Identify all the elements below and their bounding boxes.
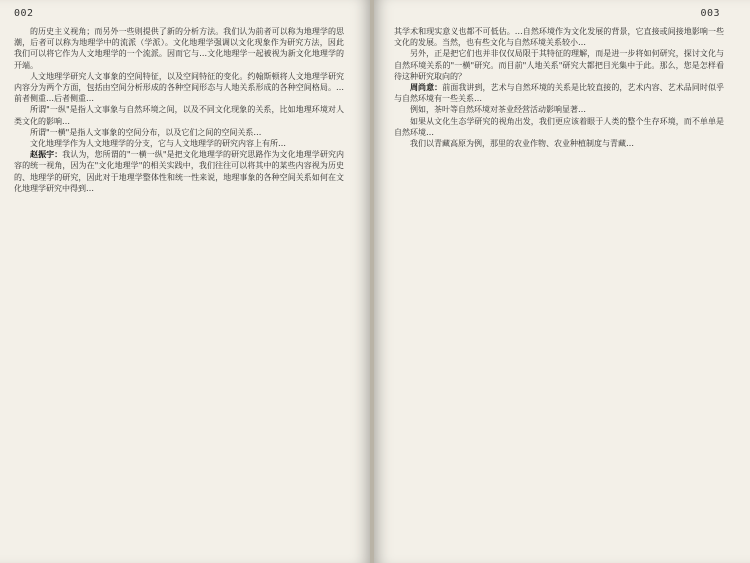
paragraph: 我们以青藏高原为例，那里的农业作物、农业种植制度与青藏… xyxy=(410,139,634,149)
left-page xyxy=(0,0,372,563)
paragraph: 所谓"一横"是指人文事象的空间分布，以及它们之间的空间关系… xyxy=(30,127,262,137)
page-number: 003 xyxy=(700,8,720,19)
dialogue-text: 前面我讲到，艺术与自然环境的关系是比较直接的，艺术内容、艺术品同时似乎与自然环境有一些关系… xyxy=(394,83,725,104)
book-gutter xyxy=(370,0,374,563)
speaker-name: 赵振宇： xyxy=(30,149,63,160)
paragraph: 其学术和现实意义也都不可低估。…自然环境作为文化发展的背景，它直接或间接地影响一些文化的发展。当然，也有些文化与自然环境关系较小… xyxy=(394,27,724,48)
paragraph: 的历史主义视角；而另外一些则提供了新的分析方法。我们认为前者可以称为地理学的思潮，后者可以称为地理学中的流派（学派）。文化地理学强调以文化现象作为研究方法，因此我们可以将它作为人文地理学的一个流派。因而它与…文化地理学一起被视为新文化地理学的开端。 xyxy=(14,27,344,70)
page-number: 002 xyxy=(14,8,34,19)
dialogue-text: 我认为，您所谓的"一横一纵"是把文化地理学的研究思路作为文化地理学研究内容的统一视角，因为在"文化地理学"的相关实践中，我们往往可以将其中的某些内容视为历史的、地理学的研究，因此对于地理学整体性和统一性来说，地理事象的各种空间关系如何在文化地理学研究中得到… xyxy=(14,150,345,193)
paragraph: 所谓"一纵"是指人文事象与自然环境之间，以及不同文化现象的关系，比如地理环境对人类文化的影响… xyxy=(14,105,344,126)
paragraph: 文化地理学作为人文地理学的分支，它与人文地理学的研究内容上有所… xyxy=(30,139,286,149)
paragraph: 如果从文化生态学研究的视角出发，我们更应该着眼于人类的整个生存环境，而不单单是自然环境… xyxy=(394,116,724,137)
paragraph: 人文地理学研究人文事象的空间特征，以及空间特征的变化。约翰斯顿将人文地理学研究内容分为两个方面，包括由空间分析形成的各种空间形态与人地关系形成的各种空间格局。…前者侧重…后者侧重… xyxy=(14,71,344,104)
page-body xyxy=(14,26,344,194)
dialogue-paragraph xyxy=(394,82,724,104)
speaker-name: 周尚意： xyxy=(410,82,443,93)
paragraph: 例如，茶叶等自然环境对茶业经营活动影响显著… xyxy=(410,105,586,115)
right-page xyxy=(372,0,750,563)
dialogue-paragraph xyxy=(14,149,344,194)
page-body xyxy=(394,26,724,149)
paragraph: 另外，正是把它们也并非仅仅局限于其特征的理解，而是进一步将如何研究，探讨文化与自然环境关系的"一横"研究。而目前"人地关系"研究大都把目光集中于此。那么，您是怎样看待这种研究取向的？ xyxy=(394,49,724,81)
